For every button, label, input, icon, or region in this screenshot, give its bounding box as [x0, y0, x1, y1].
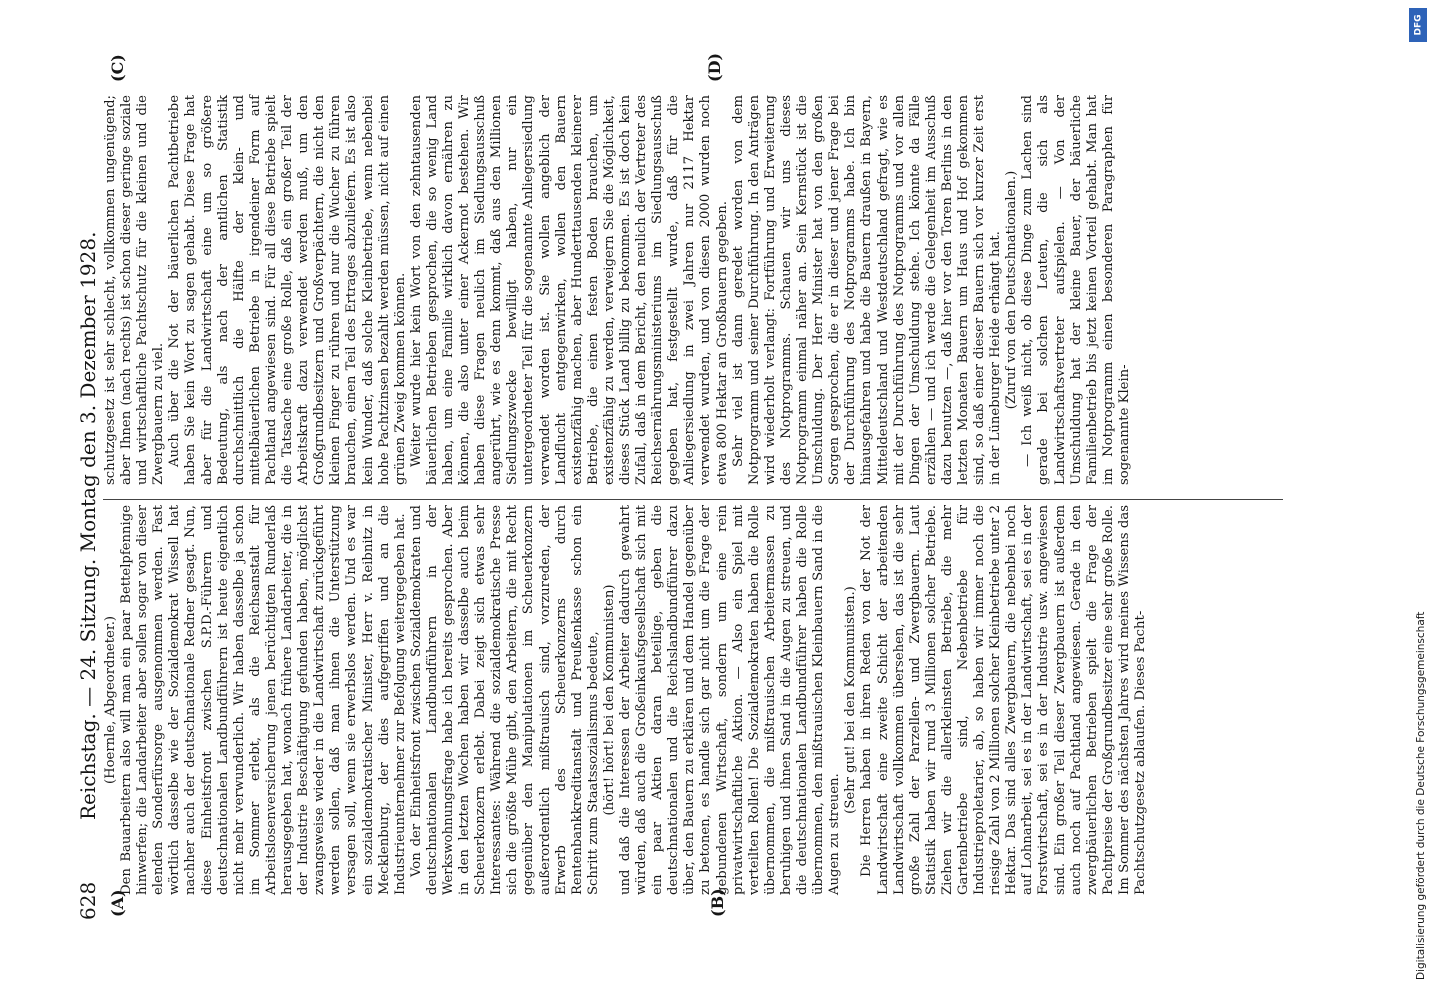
paragraph: — Ich weiß nicht, ob diese Dinge zum Lachen sind gerade bei solchen Leuten, die sich als Landwirtschaftsvertreter aufspielen. — Von der Umschuldung hat der kleine Bauer, der bäuerliche Familienbetrieb bis jetzt keinen Vorteil gehabt. Man hat im Notprogramm einen besonderen Paragraphen für sogenannte Klein- [1020, 95, 1132, 485]
digitization-credit [1408, 0, 1430, 1000]
interjection: (Zuruf von den Deutschnationalen.) [1004, 170, 1020, 410]
left-column [103, 505, 1149, 895]
paragraph: Von der Einheitsfront zwischen Sozialdemokraten und deutschnationalen Landbundführern in der Werkswohnungsfrage habe ich bereits gesprochen. Aber in den letzten Wochen haben wir dasselbe auch beim Scheuerkonzern erlebt. Dabei zeigt sich etwas sehr Interessantes: Während die sozialdemokratische Presse sich die größte Mühe gibt, den Arbeitern, die mit Recht gegenüber den Manipulationen im Scheuerkonzern außerordentlich mißtrauisch sind, vorzureden, der Erwerb des Scheuerkonzerns durch Rentenbankkreditanstalt und Preußenkasse schon ein Schritt zum Staatssozialismus bedeute, [408, 505, 601, 895]
page-number: 628 [76, 881, 100, 920]
column-divider [103, 499, 1283, 500]
paragraph: Weiter wurde hier kein Wort von den zehntausenden bäuerlichen Betrieben gesprochen, die so wenig Land haben, um eine Familie wirklich davon ernähren zu können, die also unter einer Ackernot bestehen. Wir haben diese Fragen neulich im Siedlungsausschuß angerührt, wie es denn kommt, daß aus den Millionen Siedlungszwecke bewilligt haben, nur ein untergeordneter Teil für die sogenannte Anliegersiedlung verwendet worden ist. Sie wollen angeblich der Landflucht entgegenwirken, wollen den Bauern existenzfähig machen, aber Hunderttausenden kleinerer Betriebe, die einen festen Boden brauchen, um existenzfähig zu werden, verweigern Sie die Möglichkeit, dieses Stück Land billig zu bekommen. Es ist doch kein Zufall, daß in dem Bericht, den neulich der Vertreter des Reichsernährungsministeriums im Siedlungsausschuß gegeben hat, festgestellt wurde, daß für die Anliegersiedlung in zwei Jahren nur 2117 Hektar verwendet wurden, und von diesen 2000 wurden noch etwa 800 Hektar an Großbauern gegeben. [408, 95, 730, 485]
paragraph: Die Herren haben in ihren Reden von der Not der Landwirtschaft eine zweite Schicht der arbeitenden Landwirtschaft vollkommen übersehen, das ist die sehr große Zahl der Parzellen- und Zwergbauern. Laut Statistik haben wir rund 3 Millionen solcher Betriebe. Ziehen wir die allerkleinsten Betriebe, die mehr Gartenbetriebe sind, Nebenbetriebe für Industrieproletarier, ab, so haben wir immer noch die riesige Zahl von 2 Millionen solcher Kleinbetriebe unter 2 Hektar. Das sind alles Zwergbauern, die nebenbei noch auf Lohnarbeit, sei es in der Landwirtschaft, sei es in der Forstwirtschaft, sei es in der Industrie usw. angewiesen sind. Ein großer Teil dieser Zwergbauern ist außerdem auch noch auf Pachtland angewiesen. Gerade in den zwergbäuerlichen Betrieben spielt die Frage der Pachtpreise der Großgrundbesitzer eine sehr große Rolle. Im Sommer des nächsten Jahres wird meines Wissens das Pachtschutzgesetz ablaufen. Dieses Pacht- [859, 505, 1148, 895]
paragraph: und daß die Interessen der Arbeiter dadurch gewahrt würden, daß auch die Großeinkaufsgesellschaft sich mit ein paar Aktien daran beteilige, geben die deutschnationalen und die Reichslandbundführer dazu über, den Bauern zu erklären und dem Handel gegenüber zu betonen, es handle sich gar nicht um die Frage der gebundenen Wirtschaft, sondern um eine rein privatwirtschaftliche Aktion. — Also ein Spiel mit verteilten Rollen! Die Sozialdemokraten haben die Rolle übernommen, die mißtrauischen Arbeitermassen zu beruhigen und ihnen Sand in die Augen zu streuen, und die deutschnationalen Landbundführer haben die Rolle übernommen, den mißtrauischen Kleinbauern Sand in die Augen zu streuen. [618, 505, 843, 895]
paragraph: Auch über die Not der bäuerlichen Pachtbetriebe haben Sie kein Wort zu sagen gehabt. Diese Frage hat aber für die Landwirtschaft eine um so größere Bedeutung, als nach der amtlichen Statistik durchschnittlich die Hälfte der klein- und mittelbäuerlichen Betriebe in irgendeiner Form auf Pachtland angewiesen sind. Für all diese Betriebe spielt die Tatsache eine große Rolle, daß ein großer Teil der Arbeitskraft dazu verwendet werden muß, um den Großgrundbesitzern und Großverpächtern, die nicht den kleinen Finger zu rühren und nur die Wucher zu führen brauchen, einen Teil des Ertrages abzuliefern. Es ist also kein Wunder, daß solche Kleinbetriebe, wenn nebenbei hohe Pachtzinsen bezahlt werden müssen, nicht auf einen grünen Zweig kommen können. [167, 95, 408, 485]
margin-marker-a: (A) [108, 889, 127, 917]
interjection: (Sehr gut! bei den Kommunisten.) [843, 586, 859, 814]
speaker-heading: (Hoernle, Abgeordneter.) [103, 615, 118, 785]
margin-marker-c: (C) [108, 54, 127, 82]
paragraph: Den Bauarbeitern also will man ein paar Bettelpfennige hinwerfen; die Landarbeiter aber sollen sogar von dieser elenden Sonderfürsorge ausgenommen werden. Fast wörtlich dasselbe wie der Sozialdemokrat Wissell hat nachher auch der deutschnationale Redner gesagt. Nun, diese Einheitsfront zwischen S.P.D.-Führern und deutschnationalen Landbundführern ist heute eigentlich nicht mehr verwunderlich. Wir haben dasselbe ja schon im Sommer erlebt, als die Reichsanstalt für Arbeitslosenversicherung jenen berüchtigten Runderlaß herausgegeben hat, wonach frühere Landarbeiter, die in der Industrie Beschäftigung gefunden haben, möglichst zwangsweise wieder in die Landwirtschaft zurückgeführt werden sollen, daß man ihnen die Unterstützung versagen soll, wenn sie erwerbslos werden. Und es war ein sozialdemokratischer Minister, Herr v. Reibnitz in Mecklenburg, der dies aufgegriffen und an die Industrieunternehmer zur Befolgung weitergegeben hat. [119, 505, 408, 895]
margin-marker-b: (B) [708, 888, 727, 917]
running-title: Reichstag. — 24. Sitzung. Montag den 3. Dezember 1928. [76, 231, 100, 820]
interjection: (hört! hört! bei den Kommunisten) [601, 584, 617, 816]
margin-marker-d: (D) [705, 52, 724, 82]
paragraph: schutzgesetz ist sehr schlecht, vollkommen ungenügend; aber Ihnen (nach rechts) ist schon dieser geringe soziale und wirtschaftliche Pachtschutz für die kleinen und die Zwergbauern zu viel. [103, 95, 167, 485]
paragraph: Sehr viel ist dann geredet worden von dem Notprogramm und seiner Durchführung. In den Anträgen wird wiederholt verlangt: Fortführung und Erweiterung des Notprogramms. Schauen wir uns dieses Notprogramm einmal näher an. Sein Kernstück ist die Umschuldung. Der Herr Minister hat von den großen Sorgen gesprochen, die er in dieser und jener Frage bei der Durchführung des Notprogramms habe. Ich bin hinausgefahren und habe die Bauern draußen in Bayern, Mitteldeutschland und Westdeutschland gefragt, wie es mit der Durchführung des Notprogramms und vor allen Dingen der Umschuldung stehe. Ich könnte da Fälle erzählen — und ich werde die Gelegenheit im Ausschuß dazu benutzen —, daß hier vor den Toren Berlins in den letzten Monaten Bauern um Haus und Hof gekommen sind, so daß einer dieser Bauern sich vor kurzer Zeit erst in der Lüneburger Heide erhängt hat. [730, 95, 1004, 485]
right-column [103, 95, 1133, 485]
credit-text: Digitalisierung gefördert durch die Deutsche Forschungsgemeinschaft [1415, 611, 1427, 980]
dfg-logo: DFG [1409, 8, 1427, 42]
